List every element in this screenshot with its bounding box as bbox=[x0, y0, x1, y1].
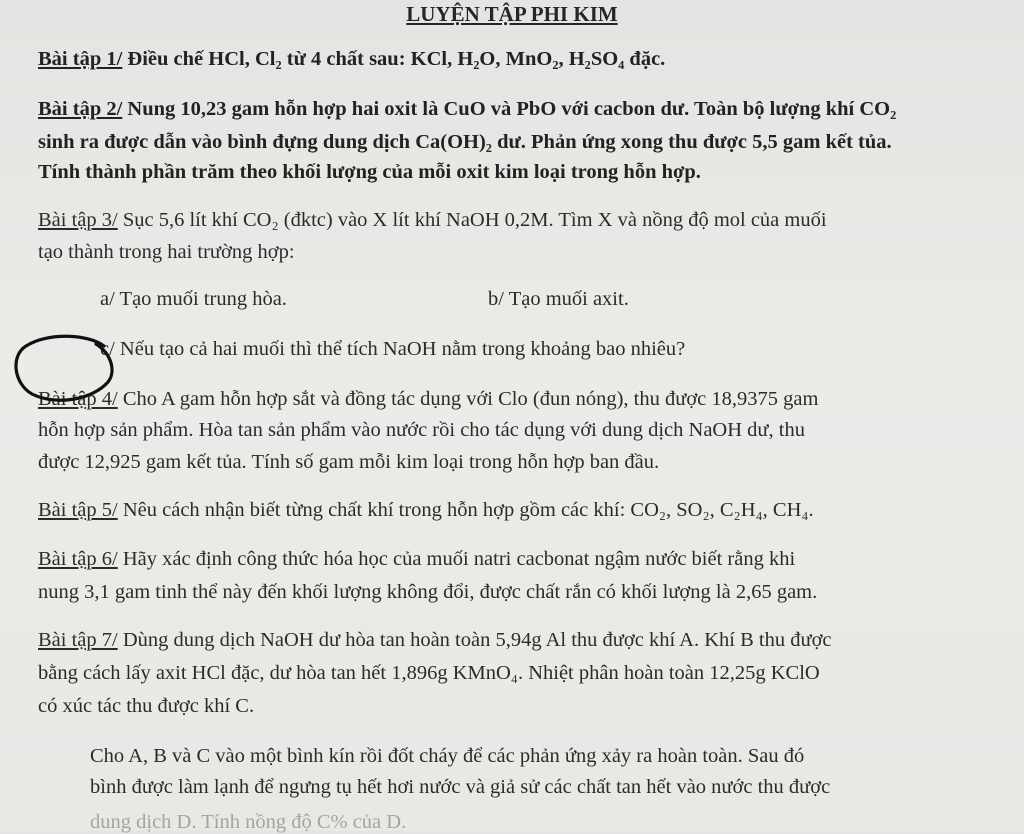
exercise-3-option-b: b/ Tạo muối axit. bbox=[488, 288, 629, 310]
exercise-1-text: Điều chế HCl, Cl₂ từ 4 chất sau: KCl, H₂O, MnO₂, H₂SO₄ đặc. bbox=[122, 48, 666, 70]
exercise-3-line-2: tạo thành trong hai trường hợp: bbox=[38, 241, 295, 263]
exercise-6-line-2: nung 3,1 gam tinh thể này đến khối lượng không đổi, được chất rắn có khối lượng là 2,65 gam. bbox=[38, 581, 818, 603]
exercise-5-text: Nêu cách nhận biết từng chất khí trong hỗn hợp gồm các khí: CO₂, SO₂, C₂H₄, CH₄. bbox=[117, 499, 814, 521]
exercise-3-option-a: a/ Tạo muối trung hòa. bbox=[100, 288, 287, 310]
exercise-3-line-1 bbox=[38, 208, 1018, 232]
exercise-4-text-1: Cho A gam hỗn hợp sắt và đồng tác dụng với Clo (đun nóng), thu được 18,9375 gam bbox=[117, 388, 819, 410]
exercise-7-line-6: dung dịch D. Tính nồng độ C% của D. bbox=[90, 811, 407, 833]
exercise-3-label: Bài tập 3/ bbox=[38, 209, 118, 231]
exercise-3-text-1: Sục 5,6 lít khí CO₂ (đktc) vào X lít khí NaOH 0,2M. Tìm X và nồng độ mol của muối bbox=[117, 209, 827, 231]
exercise-7-text-1: Dùng dung dịch NaOH dư hòa tan hoàn toàn 5,94g Al thu được khí A. Khí B thu được bbox=[117, 629, 832, 651]
exercise-7-label: Bài tập 7/ bbox=[38, 629, 118, 651]
exercise-4-line-2: hỗn hợp sản phẩm. Hòa tan sản phẩm vào nước rồi cho tác dụng với dung dịch NaOH dư, thu bbox=[38, 419, 805, 441]
exercise-3-option-c: c/ Nếu tạo cả hai muối thì thể tích NaOH nằm trong khoảng bao nhiêu? bbox=[100, 338, 686, 360]
exercise-5-label: Bài tập 5/ bbox=[38, 499, 118, 521]
exercise-7-line-1 bbox=[38, 628, 1018, 652]
exercise-1 bbox=[38, 47, 1018, 71]
exercise-7-line-4: Cho A, B và C vào một bình kín rồi đốt cháy để các phản ứng xảy ra hoàn toàn. Sau đó bbox=[90, 745, 805, 767]
exercise-4-line-1 bbox=[38, 387, 1018, 411]
exercise-2-line-2: sinh ra được dẫn vào bình đựng dung dịch Ca(OH)₂ dư. Phản ứng xong thu được 5,5 gam kết tủa. bbox=[38, 131, 892, 153]
exercise-7-line-5: bình được làm lạnh để ngưng tụ hết hơi nước và giả sử các chất tan hết vào nước thu được bbox=[90, 776, 831, 798]
exercise-5 bbox=[38, 498, 1018, 522]
exercise-1-label: Bài tập 1/ bbox=[38, 48, 123, 70]
exercise-7-line-2: bằng cách lấy axit HCl đặc, dư hòa tan hết 1,896g KMnO₄. Nhiệt phân hoàn toàn 12,25g KClO bbox=[38, 662, 820, 684]
page-title: LUYỆN TẬP PHI KIM bbox=[406, 2, 618, 26]
exercise-2-line-3: Tính thành phần trăm theo khối lượng của mỗi oxit kim loại trong hỗn hợp. bbox=[38, 161, 701, 183]
exercise-2-label: Bài tập 2/ bbox=[38, 98, 123, 120]
exercise-6-line-1 bbox=[38, 547, 1018, 571]
exercise-4-label: Bài tập 4/ bbox=[38, 388, 118, 410]
exercise-2-line-1 bbox=[38, 97, 1018, 121]
exercise-2-text-1: Nung 10,23 gam hỗn hợp hai oxit là CuO và PbO với cacbon dư. Toàn bộ lượng khí CO₂ bbox=[122, 98, 897, 120]
exercise-7-line-3: có xúc tác thu được khí C. bbox=[38, 695, 255, 717]
exercise-4-line-3: được 12,925 gam kết tủa. Tính số gam mỗi kim loại trong hỗn hợp ban đầu. bbox=[38, 451, 660, 473]
exercise-6-label: Bài tập 6/ bbox=[38, 548, 118, 570]
exercise-6-text-1: Hãy xác định công thức hóa học của muối natri cacbonat ngậm nước biết rằng khi bbox=[117, 548, 796, 570]
